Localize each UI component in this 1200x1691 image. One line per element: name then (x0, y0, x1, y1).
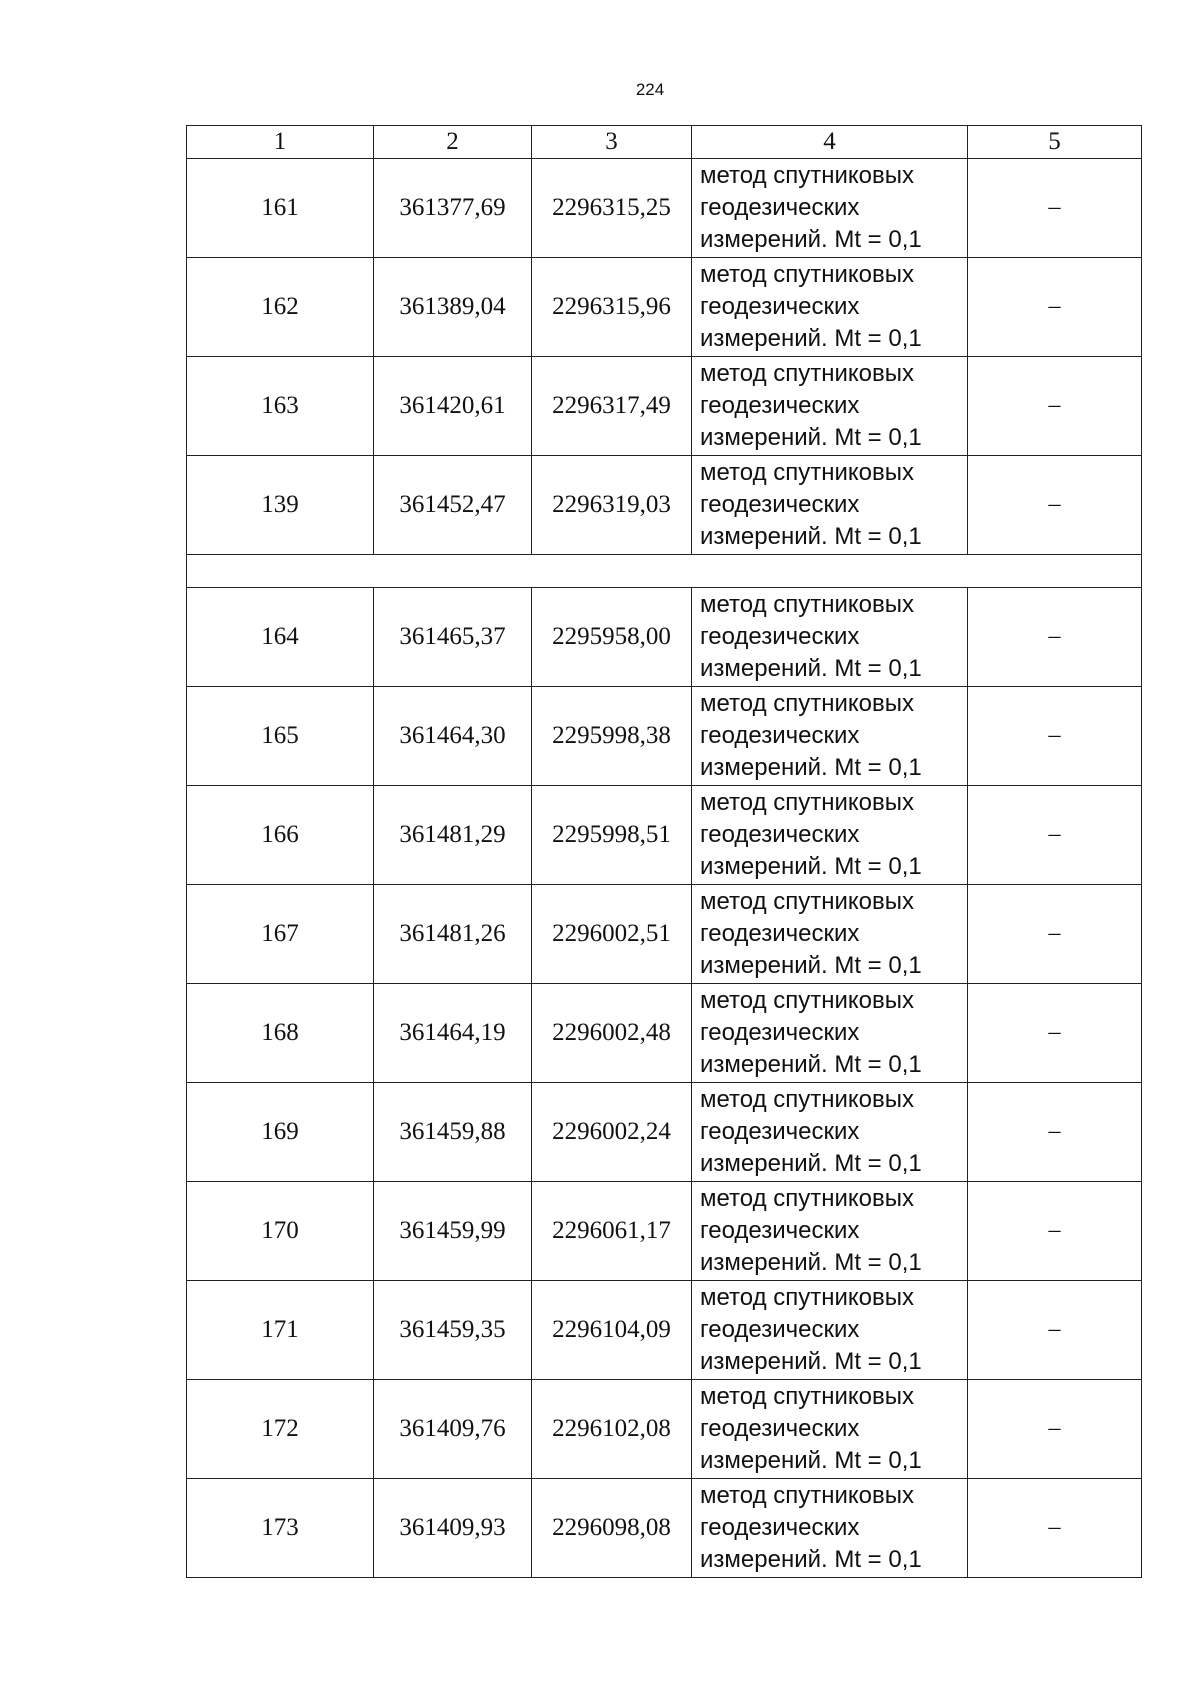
note-cell: – (968, 984, 1142, 1083)
method-line: измерений. Mt = 0,1 (700, 1051, 922, 1078)
note-cell: – (968, 258, 1142, 357)
method-line: измерений. Mt = 0,1 (700, 226, 922, 253)
point-number-cell: 172 (187, 1380, 374, 1479)
y-coordinate-cell: 2296002,48 (532, 984, 692, 1083)
point-number-cell: 173 (187, 1479, 374, 1578)
method-cell (692, 456, 968, 555)
method-cell (692, 885, 968, 984)
method-cell (692, 159, 968, 258)
x-coordinate-cell: 361420,61 (374, 357, 532, 456)
method-line: измерений. Mt = 0,1 (700, 1348, 922, 1375)
y-coordinate-cell: 2295998,38 (532, 687, 692, 786)
column-header-1: 1 (187, 126, 374, 159)
x-coordinate-cell: 361409,76 (374, 1380, 532, 1479)
point-number-cell: 165 (187, 687, 374, 786)
table-row (187, 1380, 1142, 1479)
method-cell (692, 588, 968, 687)
x-coordinate-cell: 361481,29 (374, 786, 532, 885)
method-line: измерений. Mt = 0,1 (700, 325, 922, 352)
y-coordinate-cell: 2296317,49 (532, 357, 692, 456)
x-coordinate-cell: 361452,47 (374, 456, 532, 555)
y-coordinate-cell: 2296098,08 (532, 1479, 692, 1578)
y-coordinate-cell: 2296002,51 (532, 885, 692, 984)
method-line: геодезических (700, 722, 860, 749)
separator-cell (187, 555, 1142, 588)
x-coordinate-cell: 361377,69 (374, 159, 532, 258)
column-header-4: 4 (692, 126, 968, 159)
point-number-cell: 170 (187, 1182, 374, 1281)
y-coordinate-cell: 2295958,00 (532, 588, 692, 687)
method-line: метод спутниковых (700, 1086, 915, 1113)
coordinates-table (186, 125, 1142, 1578)
method-line: метод спутниковых (700, 1284, 915, 1311)
y-coordinate-cell: 2295998,51 (532, 786, 692, 885)
method-line: геодезических (700, 194, 860, 221)
note-cell: – (968, 357, 1142, 456)
table-row (187, 1182, 1142, 1281)
method-line: метод спутниковых (700, 1482, 915, 1509)
method-line: геодезических (700, 1118, 860, 1145)
method-line: измерений. Mt = 0,1 (700, 1546, 922, 1573)
table-row (187, 984, 1142, 1083)
table-row (187, 159, 1142, 258)
point-number-cell: 164 (187, 588, 374, 687)
table-row (187, 456, 1142, 555)
method-line: метод спутниковых (700, 1185, 915, 1212)
note-cell: – (968, 588, 1142, 687)
note-cell: – (968, 786, 1142, 885)
x-coordinate-cell: 361459,88 (374, 1083, 532, 1182)
method-line: измерений. Mt = 0,1 (700, 1447, 922, 1474)
method-line: геодезических (700, 392, 860, 419)
x-coordinate-cell: 361459,35 (374, 1281, 532, 1380)
method-line: измерений. Mt = 0,1 (700, 523, 922, 550)
x-coordinate-cell: 361465,37 (374, 588, 532, 687)
x-coordinate-cell: 361389,04 (374, 258, 532, 357)
method-line: геодезических (700, 293, 860, 320)
note-cell: – (968, 1380, 1142, 1479)
point-number-cell: 161 (187, 159, 374, 258)
x-coordinate-cell: 361481,26 (374, 885, 532, 984)
table-row (187, 1083, 1142, 1182)
method-line: геодезических (700, 1316, 860, 1343)
method-line: геодезических (700, 491, 860, 518)
method-line: измерений. Mt = 0,1 (700, 424, 922, 451)
method-line: геодезических (700, 920, 860, 947)
note-cell: – (968, 687, 1142, 786)
method-cell (692, 357, 968, 456)
table-row (187, 1281, 1142, 1380)
method-line: геодезических (700, 821, 860, 848)
table-row (187, 786, 1142, 885)
note-cell: – (968, 885, 1142, 984)
method-line: измерений. Mt = 0,1 (700, 952, 922, 979)
method-cell (692, 1281, 968, 1380)
column-header-5: 5 (968, 126, 1142, 159)
method-cell (692, 1380, 968, 1479)
point-number-cell: 167 (187, 885, 374, 984)
method-cell (692, 1083, 968, 1182)
column-header-2: 2 (374, 126, 532, 159)
method-line: метод спутниковых (700, 1383, 915, 1410)
method-line: геодезических (700, 623, 860, 650)
method-line: геодезических (700, 1217, 860, 1244)
method-cell (692, 1479, 968, 1578)
y-coordinate-cell: 2296104,09 (532, 1281, 692, 1380)
coordinates-table-body (187, 126, 1142, 1578)
column-header-3: 3 (532, 126, 692, 159)
note-cell: – (968, 1182, 1142, 1281)
y-coordinate-cell: 2296315,96 (532, 258, 692, 357)
page-number: 224 (635, 80, 665, 99)
y-coordinate-cell: 2296061,17 (532, 1182, 692, 1281)
method-line: метод спутниковых (700, 162, 915, 189)
method-line: измерений. Mt = 0,1 (700, 655, 922, 682)
method-line: метод спутниковых (700, 459, 915, 486)
table-row (187, 258, 1142, 357)
point-number-cell: 163 (187, 357, 374, 456)
x-coordinate-cell: 361464,30 (374, 687, 532, 786)
note-cell: – (968, 1479, 1142, 1578)
point-number-cell: 168 (187, 984, 374, 1083)
point-number-cell: 166 (187, 786, 374, 885)
table-row (187, 687, 1142, 786)
method-line: метод спутниковых (700, 789, 915, 816)
table-row (187, 885, 1142, 984)
x-coordinate-cell: 361409,93 (374, 1479, 532, 1578)
note-cell: – (968, 159, 1142, 258)
x-coordinate-cell: 361464,19 (374, 984, 532, 1083)
method-line: геодезических (700, 1514, 860, 1541)
method-line: измерений. Mt = 0,1 (700, 1249, 922, 1276)
table-row (187, 357, 1142, 456)
method-line: метод спутниковых (700, 261, 915, 288)
table-row (187, 588, 1142, 687)
method-cell (692, 984, 968, 1083)
method-line: измерений. Mt = 0,1 (700, 1150, 922, 1177)
y-coordinate-cell: 2296315,25 (532, 159, 692, 258)
table-header-row (187, 126, 1142, 159)
x-coordinate-cell: 361459,99 (374, 1182, 532, 1281)
note-cell: – (968, 1281, 1142, 1380)
point-number-cell: 169 (187, 1083, 374, 1182)
method-cell (692, 687, 968, 786)
point-number-cell: 171 (187, 1281, 374, 1380)
method-line: измерений. Mt = 0,1 (700, 853, 922, 880)
y-coordinate-cell: 2296002,24 (532, 1083, 692, 1182)
method-line: метод спутниковых (700, 360, 915, 387)
method-line: метод спутниковых (700, 591, 915, 618)
section-separator-row (187, 555, 1142, 588)
point-number-cell: 139 (187, 456, 374, 555)
note-cell: – (968, 1083, 1142, 1182)
method-cell (692, 258, 968, 357)
method-line: геодезических (700, 1415, 860, 1442)
table-row (187, 1479, 1142, 1578)
method-line: метод спутниковых (700, 987, 915, 1014)
method-line: геодезических (700, 1019, 860, 1046)
method-line: измерений. Mt = 0,1 (700, 754, 922, 781)
point-number-cell: 162 (187, 258, 374, 357)
y-coordinate-cell: 2296102,08 (532, 1380, 692, 1479)
method-line: метод спутниковых (700, 888, 915, 915)
method-cell (692, 1182, 968, 1281)
y-coordinate-cell: 2296319,03 (532, 456, 692, 555)
note-cell: – (968, 456, 1142, 555)
method-cell (692, 786, 968, 885)
method-line: метод спутниковых (700, 690, 915, 717)
